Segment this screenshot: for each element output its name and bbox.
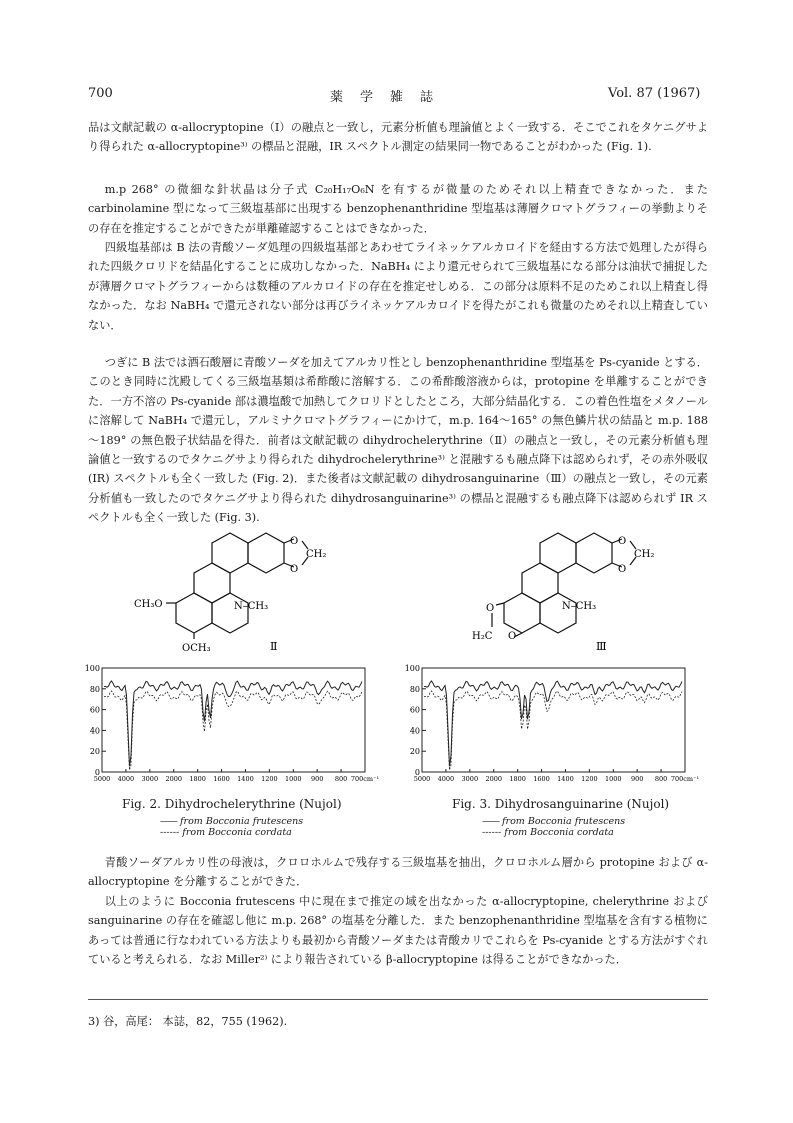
x-tick-label: 3000 bbox=[141, 775, 159, 783]
oxygen-label: O bbox=[290, 564, 299, 575]
n-methyl-label: N–CH₃ bbox=[562, 601, 597, 612]
ir-spectrum-fig3 bbox=[400, 662, 700, 792]
paragraph-4: つぎに B 法では酒石酸層に青酸ソーダを加えてアルカリ性とし benzophenanthridine 型塩基を Ps-cyanide とする．このとき同時に沈殿してくる三級塩基類は希酢酸に溶解する．この希酢酸溶液からは，protopine を単離することができた．一方不溶の Ps-cyanide 部は濃塩酸で加熱してクロリドとしたところ，大部分結晶化する．この着色性塩をメタノールに溶解して NaBH₄ で還元し，アルミナクロマトグラフィーにかけて，m.p. 164～165° の無色鱗片状の結晶と m.p. 188～189° の無色骰子状結晶を得た．前者は文献記載の dihydrochelerythrine（Ⅱ）の融点と一致し，その元素分析値も理論値と一致するのでタケニグサより得られた dihydrochelerythrine³⁾ と混融するも融点降下は認められず，その赤外吸収 (IR) スペクトルも全く一致した (Fig. 2)．また後者は文献記載の dihydrosanguinarine（Ⅲ）の融点と一致し，その元素分析値も一致したのでタケニグサより得られた dihydrosanguinarine³⁾ の標品と混融するも融点降下は認められず IR スペクトルも全く一致した (Fig. 3). bbox=[88, 356, 708, 525]
x-tick-label: 2000 bbox=[165, 775, 183, 783]
x-tick-label: 2000 bbox=[485, 775, 503, 783]
oxygen-label: O bbox=[618, 536, 627, 547]
trace-cordata bbox=[104, 691, 362, 770]
figure-caption-3: Fig. 3. Dihydrosanguinarine (Nujol) bbox=[452, 797, 670, 811]
x-tick-label: 1200 bbox=[581, 775, 598, 783]
legend-solid-text: from Bocconia frutescens bbox=[502, 816, 626, 827]
journal-title: 薬 学 雑 誌 bbox=[330, 90, 436, 105]
y-tick-label: 20 bbox=[89, 747, 100, 757]
volume-info: Vol. 87 (1967) bbox=[608, 86, 701, 101]
paragraph-3: 四級塩基部は B 法の青酸ソーダ処理の四級塩基部とあわせてライネッケアルカロイドを経由する方法で処理したが得られた四級クロリドを結晶化することに成功しなかった．NaBH₄ により還元せられて三級塩基になる部分は油状で捕捉したが薄層クロマトグラフィーからは数種のアルカロイドの存在を推定せしめる．この部分は原料不足のためこれ以上精査し得なかった．なお NaBH₄ で還元されない部分は再びライネッケアルカロイドを得たがこれも微量のためそれ以上精査していない． bbox=[88, 241, 708, 332]
paragraph-5: 青酸ソーダアルカリ性の母液は，クロロホルムで残存する三級塩基を抽出，クロロホルム層から protopine および α-allocryptopine を分離することができた． bbox=[88, 856, 708, 889]
y-tick-label: 40 bbox=[89, 726, 100, 736]
legend-dashed-text: from Bocconia cordata bbox=[182, 827, 292, 838]
ch2-label: CH₂ bbox=[634, 549, 655, 560]
plot-frame bbox=[422, 668, 685, 772]
methoxy-left-label: CH₃O bbox=[134, 599, 163, 610]
y-tick-label: 20 bbox=[409, 747, 420, 757]
x-tick-label: 5000 bbox=[413, 775, 431, 783]
ir-spectrum-fig2 bbox=[80, 662, 380, 792]
x-tick-label: 900 bbox=[630, 775, 644, 783]
trace-cordata bbox=[424, 691, 682, 770]
methoxy-bottom-label: OCH₃ bbox=[182, 643, 211, 654]
y-tick-label: 0 bbox=[94, 768, 100, 777]
n-methyl-label: N–CH₃ bbox=[234, 601, 269, 612]
x-tick-label: 700cm⁻¹ bbox=[670, 775, 700, 783]
y-tick-label: 60 bbox=[409, 705, 420, 715]
figure-caption-2: Fig. 2. Dihydrochelerythrine (Nujol) bbox=[122, 797, 342, 811]
x-tick-label: 1800 bbox=[509, 775, 526, 783]
h2c-label: H₂C bbox=[472, 631, 493, 642]
page-number: 700 bbox=[88, 86, 113, 101]
paragraph-2: m.p 268° の微細な針状晶は分子式 C₂₀H₁₇O₆N を有するが微量のためそれ以上精査できなかった．また carbinolamine 型になって三級塩基部に出現する benzophenanthridine 型塩基は薄層クロマトグラフィーの挙動よりその存在を推定することができたが単離確認することはできなかった． bbox=[88, 183, 708, 235]
x-tick-label: 700cm⁻¹ bbox=[350, 775, 380, 783]
paragraph-1: 品は文献記載の α-allocryptopine（Ⅰ）の融点と一致し，元素分析値も理論値とよく一致する．そこでこれをタケニグサより得られた α-allocryptopine³⁾ の標品と混融，IR スペクトル測定の結果同一物であることがわかった (Fig. 1). bbox=[88, 121, 708, 154]
paragraph-6: 以上のように Bocconia frutescens 中に現在まで推定の域を出なかった α-allocryptopine, chelerythrine および sanguinarine の存在を確認し他に m.p. 268° の塩基を分離した．また benzophenanthridine 型塩基を含有する植物にあっては普通に行なわれている方法よりも最初から青酸ソーダまたは青酸カリでこれらを Ps-cyanide とする方法がすぐれていると考えられる．なお Miller²⁾ により報告されている β-allocryptopine は得ることができなかった． bbox=[88, 895, 708, 967]
y-tick-label: 40 bbox=[409, 726, 420, 736]
x-tick-label: 1200 bbox=[261, 775, 278, 783]
x-tick-label: 1000 bbox=[284, 775, 302, 783]
legend-solid-text: from Bocconia frutescens bbox=[180, 816, 304, 827]
trace-frutescens bbox=[104, 681, 362, 766]
x-tick-label: 4000 bbox=[117, 775, 135, 783]
footnote-rule bbox=[88, 999, 708, 1000]
x-tick-label: 900 bbox=[310, 775, 324, 783]
x-tick-label: 800 bbox=[334, 775, 348, 783]
oxygen-label: O bbox=[618, 564, 627, 575]
structure-label-II: Ⅱ bbox=[270, 640, 278, 653]
x-tick-label: 1800 bbox=[189, 775, 206, 783]
x-tick-label: 1000 bbox=[604, 775, 622, 783]
ch2-label: CH₂ bbox=[306, 549, 327, 560]
oxygen-label: O bbox=[290, 536, 299, 547]
footnote: 3) 谷，高尾： 本誌，82，755 (1962). bbox=[88, 1015, 288, 1028]
structure-dihydrosanguinarine bbox=[468, 525, 668, 660]
y-tick-label: 100 bbox=[404, 664, 420, 673]
oxygen-label: O bbox=[486, 603, 495, 614]
x-tick-label: 1400 bbox=[237, 775, 254, 783]
figure-legend-2: —— from Bocconia frutescens ------ from Bocconia cordata bbox=[160, 816, 304, 838]
x-tick-label: 3000 bbox=[461, 775, 479, 783]
trace-frutescens bbox=[424, 681, 682, 766]
y-tick-label: 100 bbox=[84, 664, 100, 673]
x-tick-label: 1600 bbox=[213, 775, 230, 783]
structure-label-III: Ⅲ bbox=[596, 640, 607, 653]
x-tick-label: 5000 bbox=[93, 775, 111, 783]
x-tick-label: 1600 bbox=[533, 775, 550, 783]
y-tick-label: 0 bbox=[414, 768, 420, 777]
y-tick-label: 80 bbox=[409, 684, 420, 694]
x-tick-label: 4000 bbox=[437, 775, 455, 783]
x-tick-label: 800 bbox=[654, 775, 668, 783]
structure-dihydrochelerythrine bbox=[134, 525, 340, 660]
figure-legend-3: —— from Bocconia frutescens ------ from Bocconia cordata bbox=[482, 816, 626, 838]
oxygen-label: O bbox=[508, 631, 517, 642]
y-tick-label: 80 bbox=[89, 684, 100, 694]
legend-dashed-text: from Bocconia cordata bbox=[504, 827, 614, 838]
y-tick-label: 60 bbox=[89, 705, 100, 715]
x-tick-label: 1400 bbox=[557, 775, 574, 783]
